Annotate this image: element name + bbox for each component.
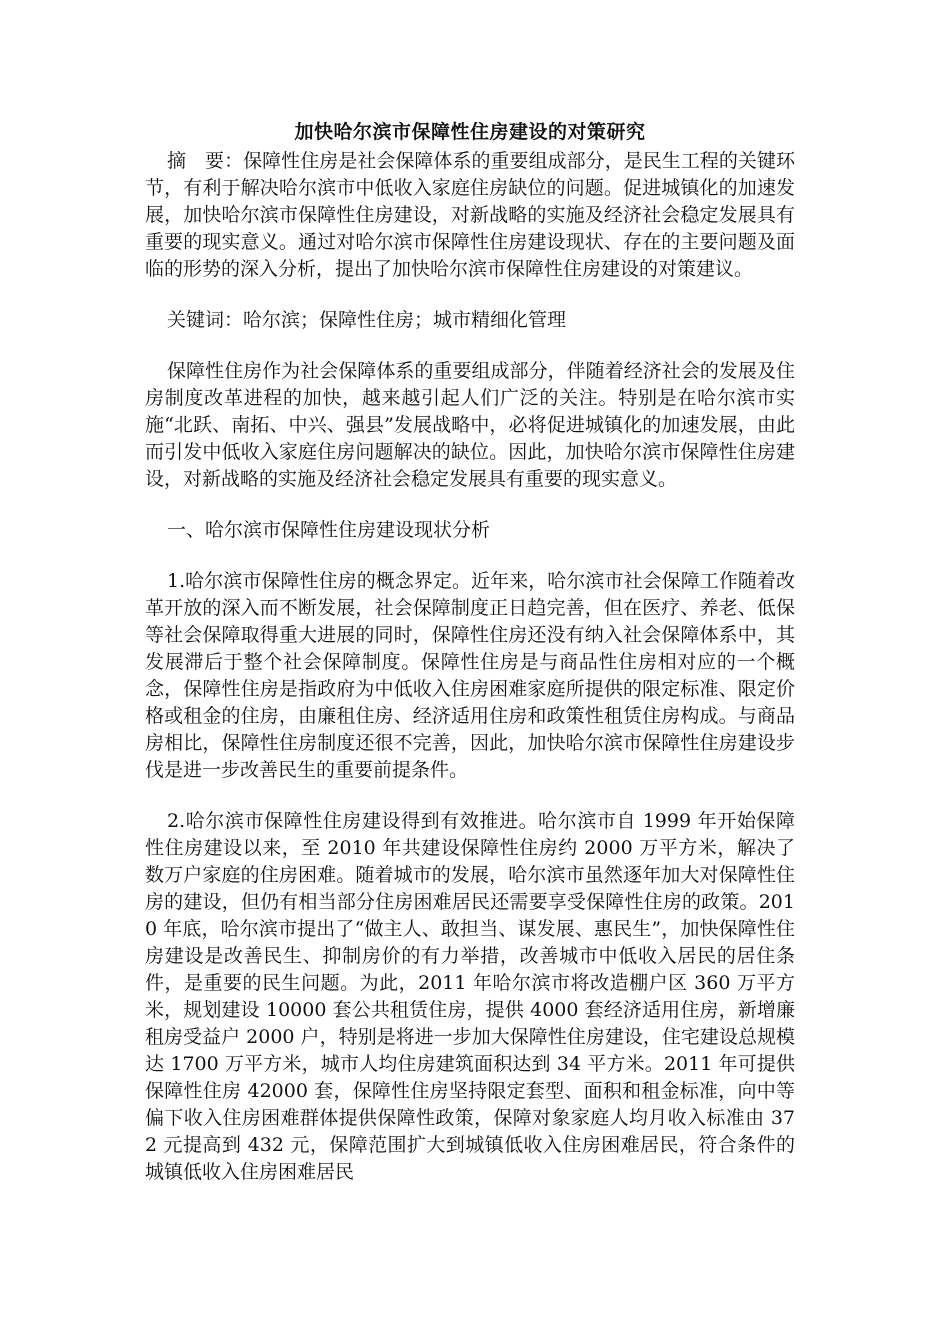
document-title: 加快哈尔滨市保障性住房建设的对策研究 xyxy=(294,121,646,143)
keywords-line: 关键词：哈尔滨；保障性住房；城市精细化管理 xyxy=(167,309,567,331)
spacer xyxy=(145,334,795,358)
spacer xyxy=(145,544,795,568)
intro-paragraph: 保障性住房作为社会保障体系的重要组成部分，伴随着经济社会的发展及住房制度改革进程的加快，越来越引起人们广泛的关注。特别是在哈尔滨市实施“北跃、南拓、中兴、强县”发展战略中，必将促进城镇化的加速发展，由此而引发中低收入家庭住房问题解决的缺位。因此，加快哈尔滨市保障性住房建设，对新战略的实施及经济社会稳定发展具有重要的现实意义。 xyxy=(145,360,795,490)
document-page xyxy=(145,118,795,1186)
spacer xyxy=(145,493,795,517)
section-heading: 一、哈尔滨市保障性住房建设现状分析 xyxy=(167,519,491,541)
body-paragraph-1: 1.哈尔滨市保障性住房的概念界定。近年来，哈尔滨市社会保障工作随着改革开放的深入而不断发展，社会保障制度正日趋完善，但在医疗、养老、低保等社会保障取得重大进展的同时，保障性住房还没有纳入社会保障体系中，其发展滞后于整个社会保障制度。保障性住房是与商品性住房相对应的一个概念，保障性住房是指政府为中低收入住房困难家庭所提供的限定标准、限定价格或租金的住房，由廉租住房、经济适用住房和政策性租赁住房构成。与商品房相比，保障性住房制度还很不完善，因此，加快哈尔滨市保障性住房建设步伐是进一步改善民生的重要前提条件。 xyxy=(145,570,795,781)
spacer xyxy=(145,283,795,307)
spacer xyxy=(145,784,795,808)
abstract-paragraph: 摘 要：保障性住房是社会保障体系的重要组成部分，是民生工程的关键环节，有利于解决哈尔滨市中低收入家庭住房缺位的问题。促进城镇化的加速发展，加快哈尔滨市保障性住房建设，对新战略的实施及经济社会稳定发展具有重要的现实意义。通过对哈尔滨市保障性住房建设现状、存在的主要问题及面临的形势的深入分析，提出了加快哈尔滨市保障性住房建设的对策建议。 xyxy=(145,150,795,280)
body-paragraph-2: 2.哈尔滨市保障性住房建设得到有效推进。哈尔滨市自 1999 年开始保障性住房建设以来，至 2010 年共建设保障性住房约 2000 万平方米，解决了数万户家庭的住房困难。随着城市的发展，哈尔滨市虽然逐年加大对保障性住房的建设，但仍有相当部分住房困难居民还需要享受保障性住房的政策。2010 年底，哈尔滨市提出了“做主人、敢担当、谋发展、惠民生”，加快保障性住房建设是改善民生、抑制房价的有力举措，改善城市中低收入居民的居住条件，是重要的民生问题。为此，2011 年哈尔滨市将改造棚户区 360 万平方米，规划建设 10000 套公共租赁住房，提供 4000 套经济适用住房，新增廉租房受益户 2000 户，特别是将进一步加大保障性住房建设，住宅建设总规模达 1700 万平方米，城市人均住房建筑面积达到 34 平方米。2011 年可提供保障性住房 42000 套，保障性住房坚持限定套型、面积和租金标准，向中等偏下收入住房困难群体提供保障性政策，保障对象家庭人均月收入标准由 372 元提高到 432 元，保障范围扩大到城镇低收入住房困难居民，符合条件的城镇低收入住房困难居民 xyxy=(145,810,795,1183)
